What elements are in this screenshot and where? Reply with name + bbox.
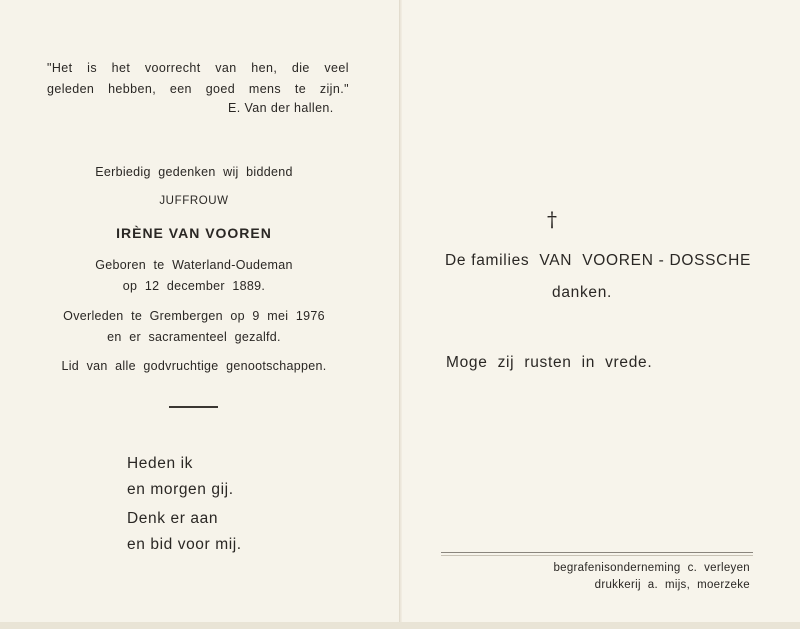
rest-in-peace: Moge zij rusten in vrede. — [446, 354, 653, 371]
quote-word: te — [294, 82, 307, 96]
quote-word: die — [291, 61, 310, 75]
quote-word: hebben, — [108, 82, 157, 96]
printer-line-1: begrafenisonderneming c. verleyen — [553, 562, 750, 574]
quote-word: hen, — [251, 61, 278, 75]
sacrament: en er sacramenteel gezalfd. — [107, 330, 281, 344]
quote-word: voorrecht — [144, 61, 201, 75]
thanks-line-1: De families VAN VOOREN - DOSSCHE — [445, 252, 752, 269]
poem-line-4: en bid voor mij. — [127, 536, 242, 553]
poem-line-1: Heden ik — [127, 455, 193, 472]
printer-line-2: drukkerij a. mijs, moerzeke — [594, 579, 750, 591]
thanks-line-2: danken. — [552, 284, 613, 301]
intro-text: Eerbiedig gedenken wij biddend — [95, 165, 293, 179]
right-page — [402, 0, 800, 629]
card-edge — [0, 622, 800, 629]
quote-author: E. Van der hallen. — [228, 101, 334, 115]
quote-word: zijn." — [319, 82, 349, 96]
died-place: Overleden te Grembergen op 9 mei 1976 — [63, 309, 325, 323]
deceased-name: IRÈNE VAN VOOREN — [116, 225, 272, 241]
quote-word: van — [215, 61, 237, 75]
quote-word: "Het — [47, 61, 73, 75]
quote-word: mens — [248, 82, 282, 96]
quote-word: goed — [205, 82, 236, 96]
footer-rule-shadow — [441, 555, 753, 556]
born-date: op 12 december 1889. — [122, 279, 266, 293]
quote-word: is — [87, 61, 97, 75]
footer-rule — [441, 552, 753, 553]
membership: Lid van alle godvruchtige genootschappen. — [61, 359, 327, 373]
quote-line-1 — [47, 58, 349, 79]
divider — [169, 406, 218, 408]
title-word: JUFFROUW — [159, 195, 229, 207]
poem-line-2: en morgen gij. — [127, 481, 234, 498]
poem-line-3: Denk er aan — [127, 510, 219, 527]
quote-word: geleden — [47, 82, 95, 96]
quote — [47, 58, 349, 100]
quote-word: het — [111, 61, 131, 75]
cross-icon: † — [547, 207, 557, 231]
quote-word: een — [169, 82, 192, 96]
quote-word: veel — [324, 61, 349, 75]
born-place: Geboren te Waterland-Oudeman — [95, 258, 293, 272]
quote-line-2 — [47, 79, 349, 100]
